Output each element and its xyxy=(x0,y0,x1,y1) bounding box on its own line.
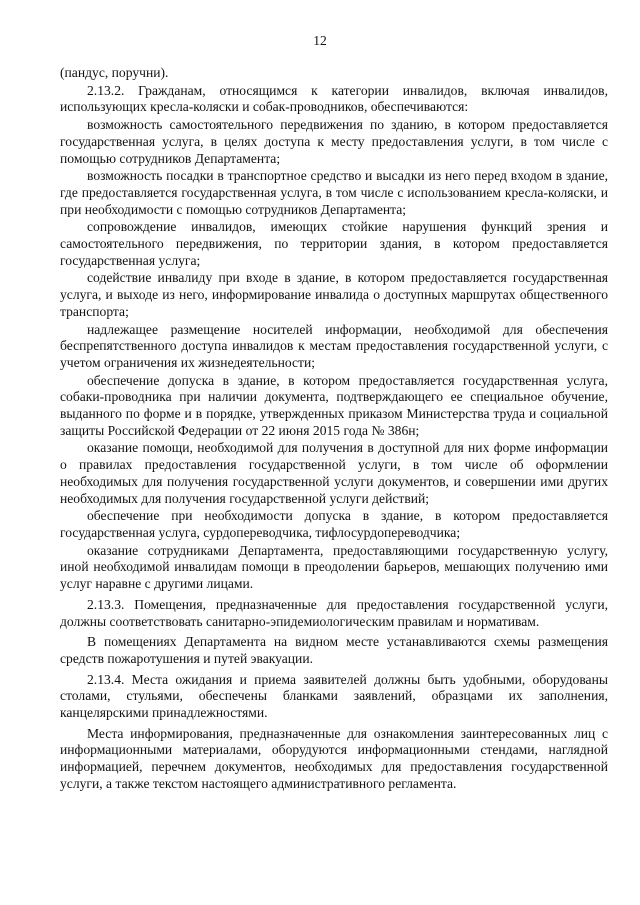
document-body xyxy=(60,65,608,794)
paragraph-list-item: обеспечение при необходимости допуска в здание, в котором предоставляется государственная услуга, сурдопереводчика, тифлосурдопереводчика; xyxy=(60,508,608,540)
page-number: 12 xyxy=(313,33,327,48)
paragraph-list-item: возможность самостоятельного передвижения по зданию, в котором предоставляется государственная услуга, в целях доступа к месту предоставления услуги, в том числе с помощью сотрудников Департамента; xyxy=(60,117,608,166)
paragraph-information-places: Места информирования, предназначенные для ознакомления заинтересованных лиц с информационными материалами, оборудуются информационными стендами, наглядной информацией, перечнем документов, необходимых для предоставления государственной услуги, а также текстом настоящего административного регламента. xyxy=(60,725,608,791)
paragraph-list-item: оказание помощи, необходимой для получения в доступной для них форме информации о правилах предоставления государственной услуги, в том числе об оформлении необходимых для получения государственной услуги документов, и совершении ими других необходимых для получения государственной услуги действий; xyxy=(60,440,608,506)
paragraph-2-13-3: 2.13.3. Помещения, предназначенные для предоставления государственной услуги, должны соответствовать санитарно-эпидемиологическим правилам и нормативам. xyxy=(60,596,608,629)
paragraph-list-item: обеспечение допуска в здание, в котором предоставляется государственная услуга, собаки-проводника при наличии документа, подтверждающего ее специальное обучение, выданного по форме и в порядке, утвержденных приказом Министерства труда и социальной защиты Российской Федерации от 22 июня 2015 года № 386н; xyxy=(60,372,608,438)
paragraph-list-item: надлежащее размещение носителей информации, необходимой для обеспечения беспрепятственного доступа инвалидов к местам предоставления государственной услуги, с учетом ограничения их жизнедеятельности; xyxy=(60,321,608,370)
paragraph-list-item: сопровождение инвалидов, имеющих стойкие нарушения функций зрения и самостоятельного передвижения, по территории здания, в котором предоставляется государственная услуга; xyxy=(60,219,608,268)
paragraph-list-item: содействие инвалиду при входе в здание, в котором предоставляется государственная услуга, и выходе из него, информирование инвалида о доступных маршрутах общественного транспорта; xyxy=(60,270,608,319)
paragraph-list-item: оказание сотрудниками Департамента, предоставляющими государственную услугу, иной необходимой инвалидам помощи в преодолении барьеров, мешающих получению ими услуг наравне с другими лицами. xyxy=(60,542,608,592)
paragraph-evacuation: В помещениях Департамента на видном месте устанавливаются схемы размещения средств пожаротушения и путей эвакуации. xyxy=(60,634,608,666)
paragraph-list-item: возможность посадки в транспортное средство и высадки из него перед входом в здание, где предоставляется государственная услуга, в том числе с использованием кресла-коляски, и при необходимости с помощью сотрудников Департамента; xyxy=(60,168,608,217)
paragraph-continuation: (пандус, поручни). xyxy=(60,65,169,80)
paragraph-2-13-2: 2.13.2. Гражданам, относящимся к категории инвалидов, включая инвалидов, использующих кресла-коляски и собак-проводников, обеспечиваются: xyxy=(60,82,608,115)
paragraph-2-13-4: 2.13.4. Места ожидания и приема заявителей должны быть удобными, оборудованы столами, стульями, обеспечены бланками заявлений, образцами их заполнения, канцелярскими принадлежностями. xyxy=(60,671,608,721)
